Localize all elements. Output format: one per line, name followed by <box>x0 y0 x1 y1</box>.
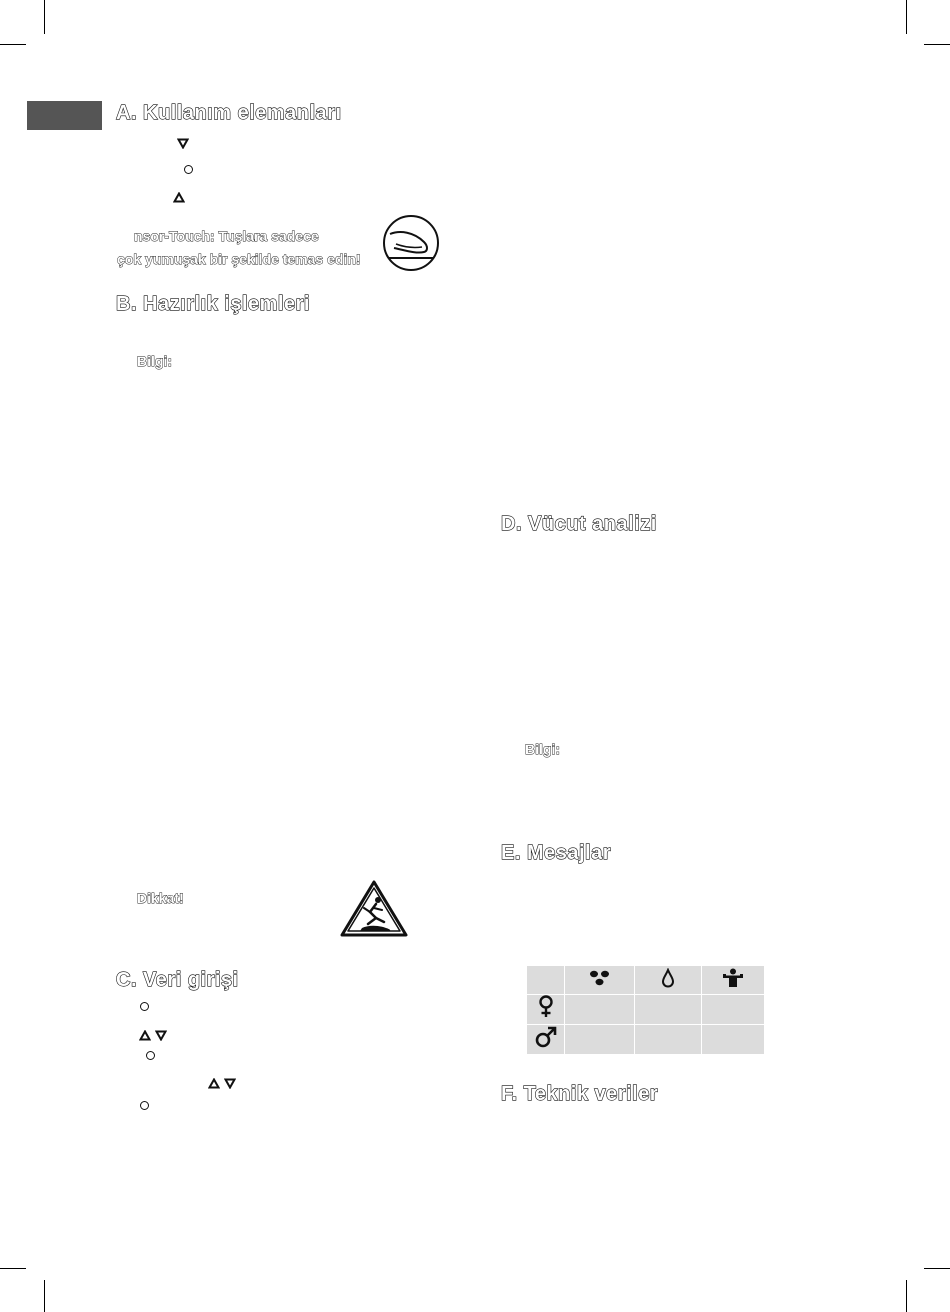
table-cell <box>527 995 565 1025</box>
table-row <box>527 1025 765 1055</box>
sensor-note-line1: nsor-Touch: Tuşlara sadece <box>134 228 319 244</box>
circle-icon <box>140 1002 149 1011</box>
section-c-title: C. Veri girişi <box>116 969 239 991</box>
section-f-title: F. Teknik veriler <box>501 1083 659 1105</box>
chevron-up-icon <box>139 1030 151 1041</box>
circle-icon <box>146 1051 155 1060</box>
crop-mark <box>924 1268 950 1269</box>
chevron-down-icon <box>177 138 189 149</box>
male-icon <box>534 1025 558 1049</box>
table-cell <box>635 995 702 1025</box>
language-tab <box>27 101 102 130</box>
crop-mark <box>44 1280 45 1312</box>
chevron-up-icon <box>173 192 185 203</box>
section-e-title: E. Mesajlar <box>501 842 612 864</box>
chevron-down-icon <box>224 1078 236 1089</box>
table-cell <box>565 1025 635 1055</box>
crop-mark <box>0 1268 26 1269</box>
table-cell <box>527 966 565 995</box>
chevron-down-icon <box>155 1030 167 1041</box>
crop-mark <box>0 44 26 45</box>
section-a-title: A. Kullanım elemanları <box>116 102 342 124</box>
section-d-title: D. Vücut analizi <box>501 513 657 535</box>
crop-mark <box>906 0 907 34</box>
table-cell <box>702 995 765 1025</box>
table-cell <box>635 1025 702 1055</box>
crop-mark <box>906 1280 907 1312</box>
table-cell <box>635 966 702 995</box>
circle-icon <box>184 165 193 174</box>
table-cell <box>702 966 765 995</box>
chevron-up-icon <box>208 1078 220 1089</box>
section-b-title: B. Hazırlık işlemleri <box>116 293 310 315</box>
dikkat-label: Dikkat! <box>137 890 184 906</box>
water-drop-icon <box>661 968 675 988</box>
fat-icon <box>588 969 612 987</box>
sensor-note-line2: çok yumuşak bir şekilde temas edin! <box>117 251 361 267</box>
crop-mark <box>924 44 950 45</box>
circle-icon <box>140 1101 149 1110</box>
female-icon <box>538 995 554 1019</box>
table-cell <box>527 1025 565 1055</box>
muscle-icon <box>720 968 746 988</box>
table-row <box>527 995 765 1025</box>
slip-warning-icon <box>338 878 410 940</box>
table-row <box>527 966 765 995</box>
crop-mark <box>44 0 45 34</box>
body-analysis-table <box>526 965 765 1055</box>
table-cell <box>565 995 635 1025</box>
table-cell <box>702 1025 765 1055</box>
bilgi-label-b: Bilgi: <box>137 353 172 369</box>
table-cell <box>565 966 635 995</box>
finger-touch-icon <box>382 214 440 272</box>
bilgi-label-d: Bilgi: <box>525 741 560 757</box>
